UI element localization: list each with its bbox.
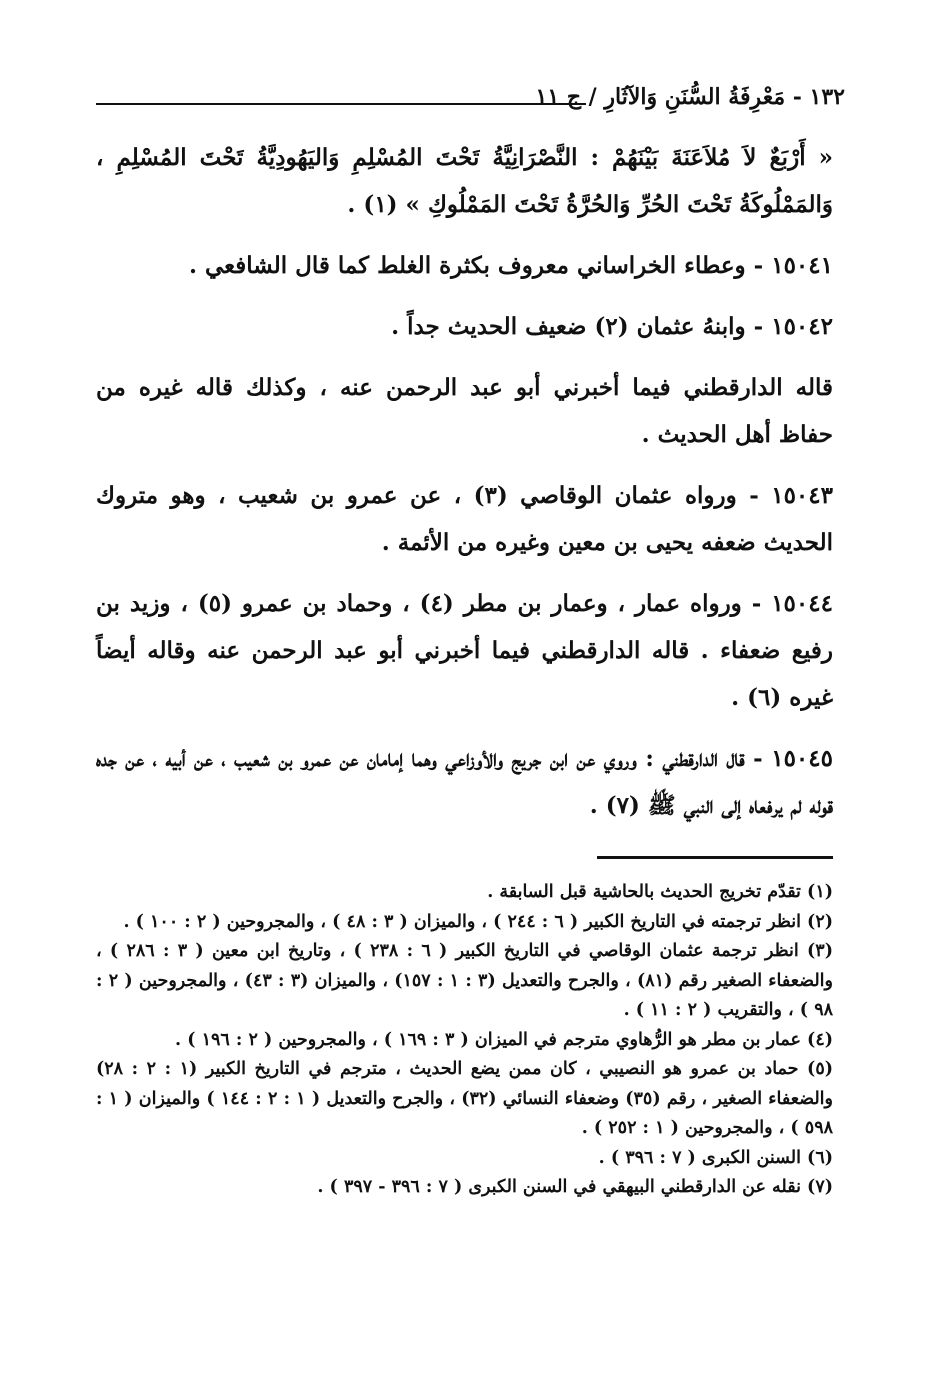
main-text xyxy=(96,134,833,843)
paragraph-daraqutni-note: قاله الدارقطني فيما أخبرني أبو عبد الرحمن عنه ، وكذلك قاله غيره من حفاظ أهل الحديث . xyxy=(96,374,833,448)
page-header xyxy=(96,82,845,118)
paragraph-15043: ١٥٠٤٣ - ورواه عثمان الوقاصي (٣) ، عن عمرو بن شعيب ، وهو متروك الحديث ضعفه يحيى بن معين وغيره من الأئمة . xyxy=(96,482,833,556)
footnote-6: (٦) السنن الكبرى ( ٧ : ٣٩٦ ) . xyxy=(598,1147,833,1168)
paragraph-15045: ١٥٠٤٥ - قال الدارقطني : وروي عن ابن جريج والأوزاعي وهما إمامان عن عمرو بن شعيب ، عن أبيه ، عن جده قوله لم يرفعاه إلى النبي ﷺ (٧) . xyxy=(96,745,833,819)
header-rule xyxy=(96,103,586,105)
footnote-2: (٢) انظر ترجمته في التاريخ الكبير ( ٦ : ٢٤٤ ) ، والميزان ( ٣ : ٤٨ ) ، والمجروحين ( ٢ : ١٠٠ ) . xyxy=(123,911,833,932)
footnote-7: (٧) نقله عن الدارقطني البيهقي في السنن الكبرى ( ٧ : ٣٩٦ - ٣٩٧ ) . xyxy=(317,1177,833,1197)
footnote-4: (٤) عمار بن مطر هو الرُّهاوي مترجم في الميزان ( ٣ : ١٦٩ ) ، والمجروحين ( ٢ : ١٩٦ ) . xyxy=(175,1029,833,1050)
footnote-1: (١) تقدّم تخريج الحديث بالحاشية قبل السابقة . xyxy=(487,882,833,902)
footnote-5: (٥) حماد بن عمرو هو النصيبي ، كان ممن يضع الحديث ، مترجم في التاريخ الكبير (١ : ٢ : ٢٨) والضعفاء الصغير ، رقم (٣٥) وضعفاء النسائي (٣٢) ، والجرح والتعديل ( ١ : ٢ : ١٤٤ ) والميزان ( ١ : ٥٩٨ ) ، والمجروحين ( ١ : ٢٥٢ ) . xyxy=(96,1059,833,1138)
footnotes xyxy=(96,878,833,1203)
page-header-title: ١٣٢ - مَعْرِفَةُ السُّنَنِ وَالآثَارِ / ج ١١ xyxy=(535,84,845,110)
footnote-separator xyxy=(597,856,833,859)
paragraph-15041: ١٥٠٤١ - وعطاء الخراساني معروف بكثرة الغلط كما قال الشافعي . xyxy=(188,252,833,279)
paragraph-15044: ١٥٠٤٤ - ورواه عمار ، وعمار بن مطر (٤) ، وحماد بن عمرو (٥) ، وزيد بن رفيع ضعفاء . قاله الدارقطني فيما أخبرني أبو عبد الرحمن عنه وقاله أيضاً غيره (٦) . xyxy=(96,590,833,711)
paragraph-15042: ١٥٠٤٢ - وابنهُ عثمان (٢) ضعيف الحديث جداً . xyxy=(391,313,833,340)
footnote-3: (٣) انظر ترجمة عثمان الوقاصي في التاريخ الكبير ( ٦ : ٢٣٨ ) ، وتاريخ ابن معين ( ٣ : ٢٨٦ ) ، والضعفاء الصغير رقم (٨١) ، والجرح والتعديل (٣ : ١ : ١٥٧) ، والميزان (٣ : ٤٣) ، والمجروحين ( ٢ : ٩٨ ) ، والتقريب ( ٢ : ١١ ) . xyxy=(96,941,833,1020)
hadith-quote: « أَرْبَعٌ لاَ مُلاَعَنَةَ بَيْنَهُمْ : النَّصْرَانِيَّةُ تَحْتَ المُسْلِمِ وَاليَهُودِيَّةُ تَحْتَ المُسْلِمِ ، وَالمَمْلُوكَةُ تَحْتَ الحُرِّ وَالحُرَّةُ تَحْتَ المَمْلُوكِ » (١) . xyxy=(96,144,833,218)
